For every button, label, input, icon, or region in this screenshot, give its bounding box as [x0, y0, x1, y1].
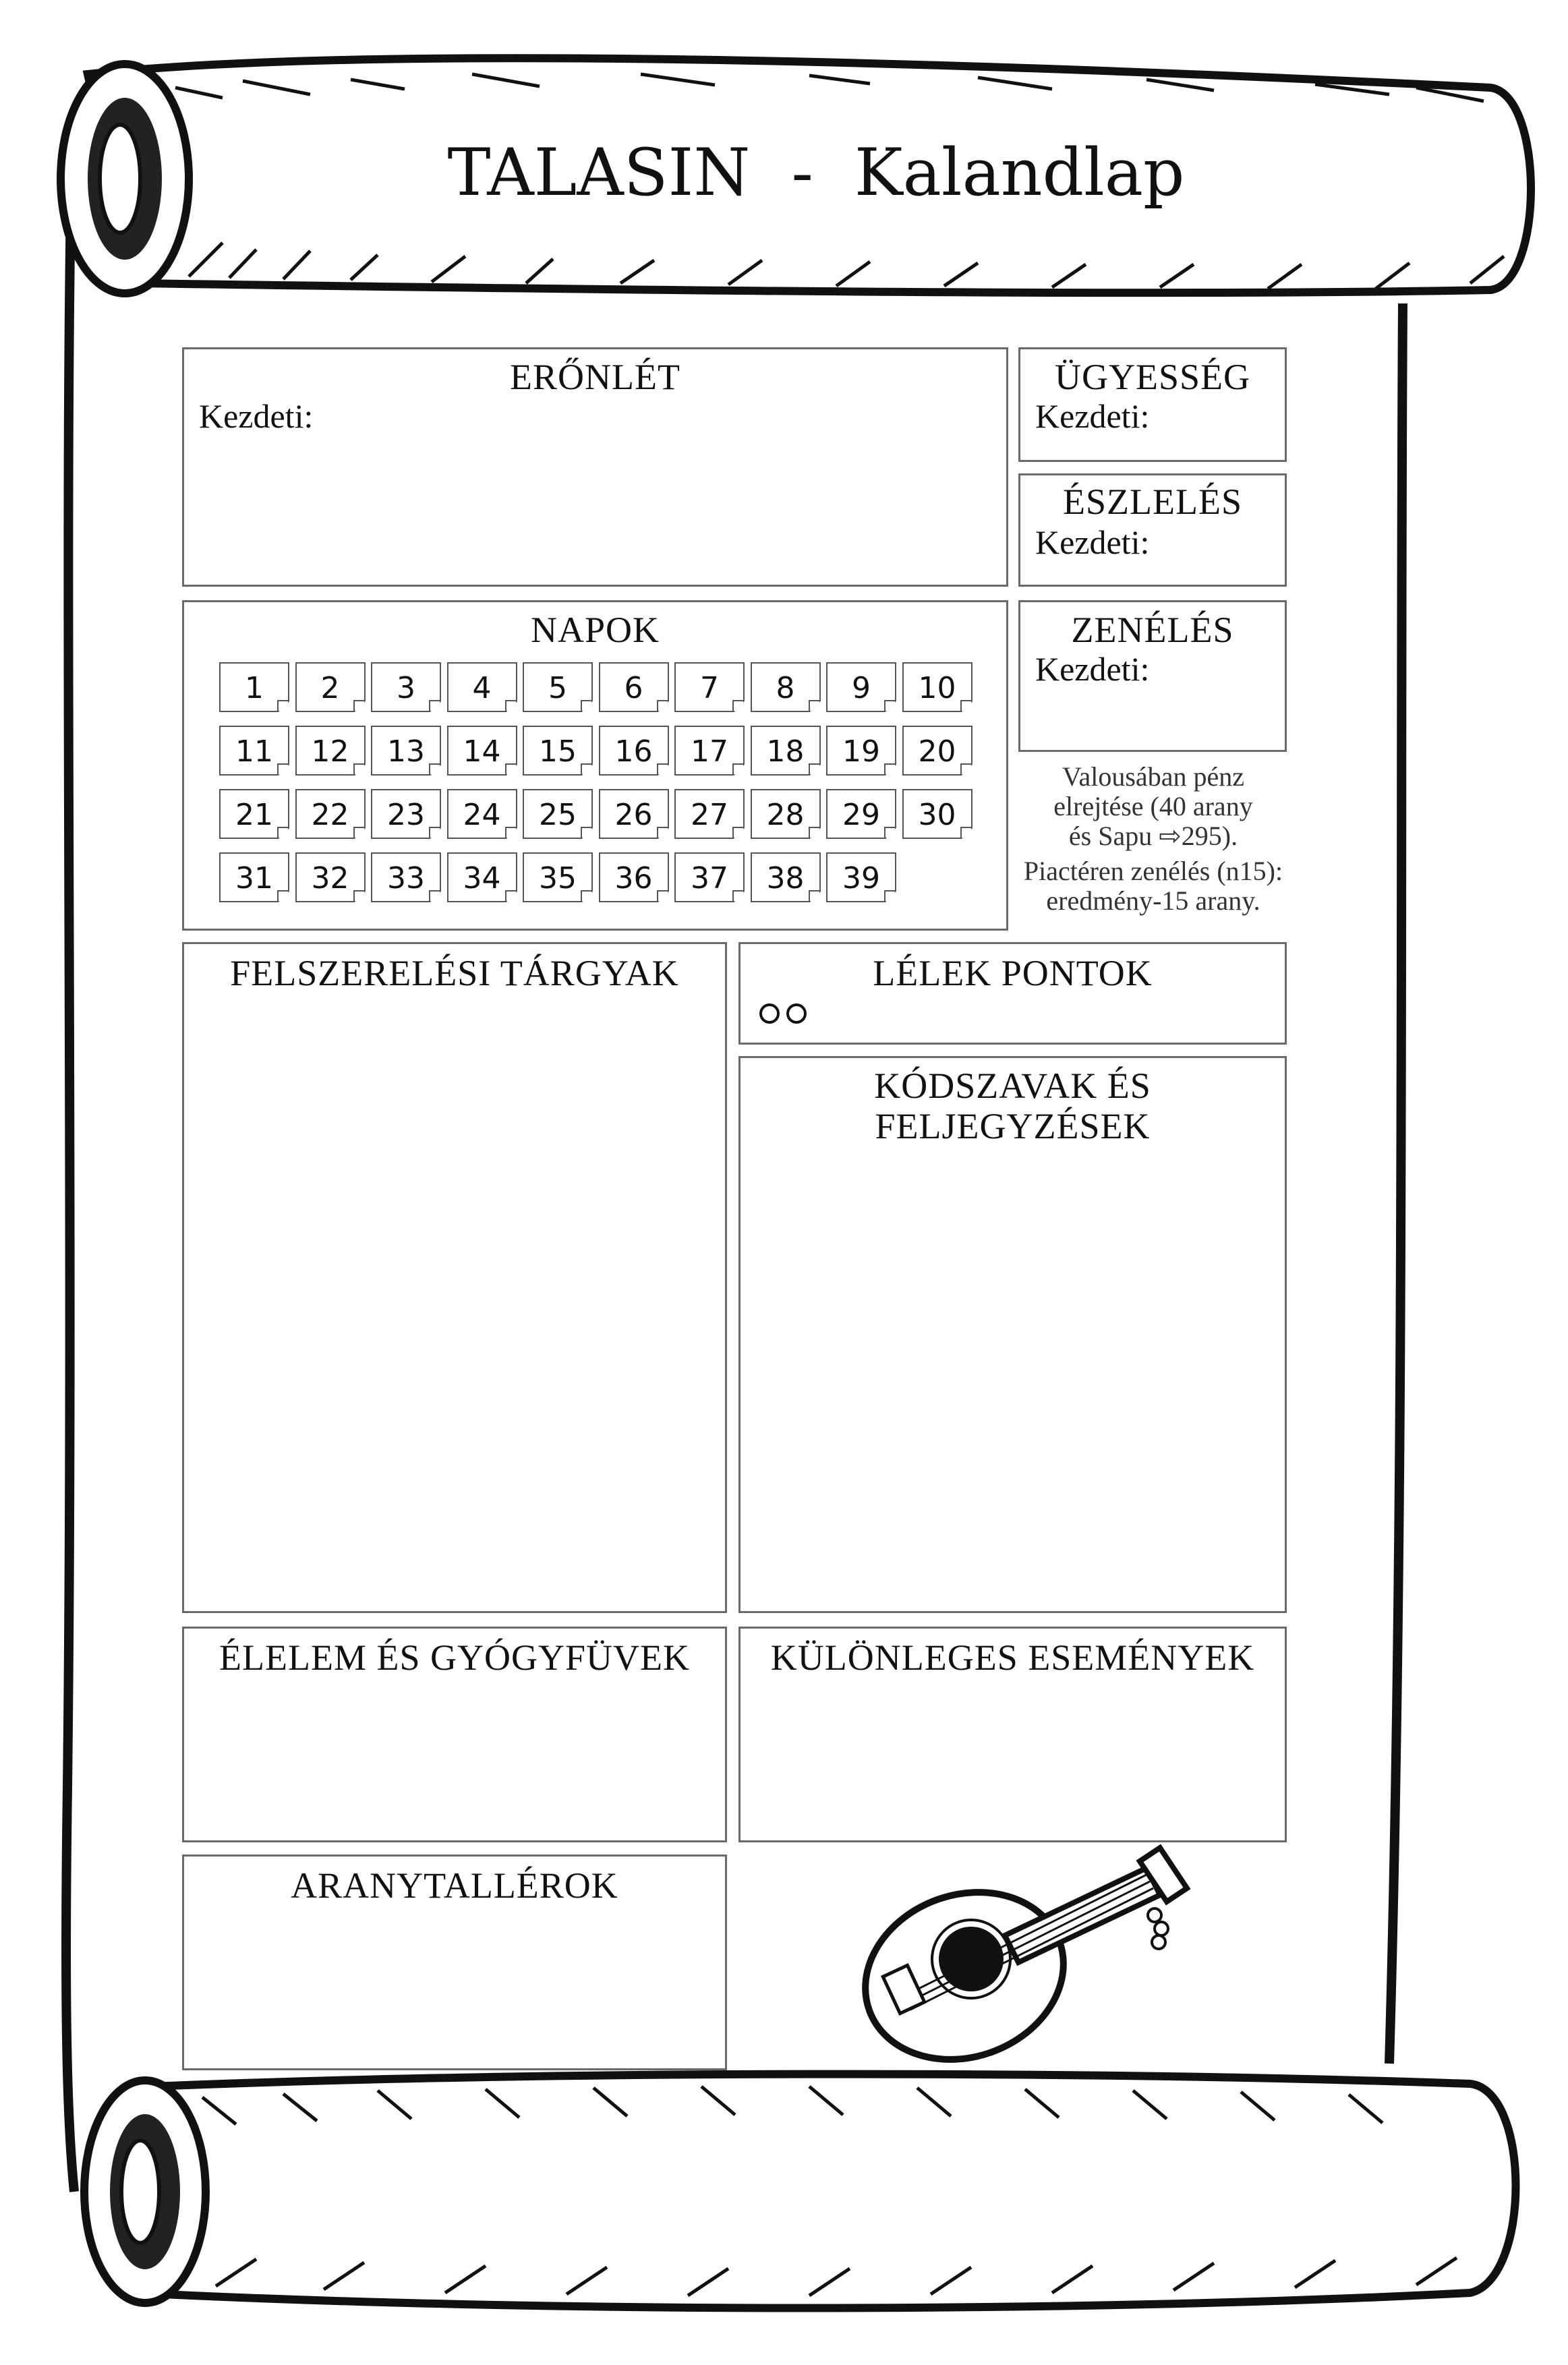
day-box-28[interactable]: 28: [751, 789, 821, 839]
day-box-22[interactable]: 22: [295, 789, 366, 839]
day-box-26[interactable]: 26: [599, 789, 669, 839]
day-box-7[interactable]: 7: [674, 662, 745, 712]
elelem-box[interactable]: [182, 1627, 727, 1842]
note-text: [1005, 762, 1302, 916]
day-box-30[interactable]: 30: [902, 789, 972, 839]
day-box-36[interactable]: 36: [599, 852, 669, 902]
napok-label: NAPOK: [530, 610, 660, 650]
kulonleges-box[interactable]: [738, 1627, 1287, 1842]
day-box-10[interactable]: 10: [902, 662, 972, 712]
day-box-6[interactable]: 6: [599, 662, 669, 712]
ugyesseg-label: ÜGYESSÉG: [1054, 357, 1251, 397]
note-line-1: Valousában pénz: [1062, 761, 1244, 792]
aranytallerok-label: ARANYTALLÉROK: [291, 1865, 618, 1906]
lelek-box[interactable]: [738, 942, 1287, 1045]
day-box-13[interactable]: 13: [371, 726, 441, 776]
day-box-35[interactable]: 35: [523, 852, 593, 902]
lelek-label: LÉLEK PONTOK: [873, 953, 1153, 993]
day-box-32[interactable]: 32: [295, 852, 366, 902]
day-box-11[interactable]: 11: [219, 726, 289, 776]
day-box-15[interactable]: 15: [523, 726, 593, 776]
kodszavak-box[interactable]: [738, 1056, 1287, 1613]
day-box-4[interactable]: 4: [447, 662, 517, 712]
day-box-2[interactable]: 2: [295, 662, 366, 712]
note-line-5: eredmény-15 arany.: [1046, 885, 1260, 916]
eronlet-label: ERŐNLÉT: [510, 357, 680, 397]
day-box-34[interactable]: 34: [447, 852, 517, 902]
day-box-16[interactable]: 16: [599, 726, 669, 776]
ugyesseg-initial-label: Kezdeti:: [1035, 397, 1150, 435]
day-box-17[interactable]: 17: [674, 726, 745, 776]
note-line-4: Piactéren zenélés (n15):: [1023, 856, 1283, 886]
day-box-31[interactable]: 31: [219, 852, 289, 902]
day-box-29[interactable]: 29: [826, 789, 896, 839]
kulonleges-label: KÜLÖNLEGES ESEMÉNYEK: [770, 1637, 1255, 1678]
zeneles-initial-label: Kezdeti:: [1035, 650, 1150, 688]
kodszavak-label-1: KÓDSZAVAK ÉS: [874, 1065, 1151, 1106]
day-box-21[interactable]: 21: [219, 789, 289, 839]
day-box-38[interactable]: 38: [751, 852, 821, 902]
eronlet-box[interactable]: [182, 347, 1008, 587]
eszleles-initial-label: Kezdeti:: [1035, 523, 1150, 561]
zeneles-box[interactable]: [1018, 600, 1287, 752]
lelek-point-2[interactable]: [786, 1003, 807, 1024]
aranytallerok-box[interactable]: [182, 1855, 727, 2070]
day-box-25[interactable]: 25: [523, 789, 593, 839]
felszerelesi-label: FELSZERELÉSI TÁRGYAK: [230, 953, 679, 993]
ugyesseg-box[interactable]: [1018, 347, 1287, 462]
day-box-3[interactable]: 3: [371, 662, 441, 712]
elelem-label: ÉLELEM ÉS GYÓGYFÜVEK: [219, 1637, 690, 1678]
day-box-8[interactable]: 8: [751, 662, 821, 712]
day-box-27[interactable]: 27: [674, 789, 745, 839]
kodszavak-label-2: FELJEGYZÉSEK: [875, 1106, 1151, 1146]
day-box-37[interactable]: 37: [674, 852, 745, 902]
eronlet-initial-label: Kezdeti:: [199, 397, 314, 435]
zeneles-label: ZENÉLÉS: [1071, 610, 1234, 650]
eszleles-label: ÉSZLELÉS: [1063, 481, 1242, 522]
felszerelesi-box[interactable]: [182, 942, 727, 1613]
day-box-14[interactable]: 14: [447, 726, 517, 776]
note-line-2: elrejtése (40 arany: [1053, 791, 1253, 821]
day-box-24[interactable]: 24: [447, 789, 517, 839]
day-box-39[interactable]: 39: [826, 852, 896, 902]
day-box-23[interactable]: 23: [371, 789, 441, 839]
day-box-20[interactable]: 20: [902, 726, 972, 776]
page-title: TALASIN - Kalandlap: [447, 135, 1185, 210]
day-box-18[interactable]: 18: [751, 726, 821, 776]
lelek-point-1[interactable]: [759, 1003, 780, 1024]
note-line-3: és Sapu ⇨295).: [1068, 821, 1238, 851]
day-box-5[interactable]: 5: [523, 662, 593, 712]
lute-icon: [842, 1848, 1187, 2086]
day-box-9[interactable]: 9: [826, 662, 896, 712]
day-box-33[interactable]: 33: [371, 852, 441, 902]
eszleles-box[interactable]: [1018, 473, 1287, 587]
day-box-12[interactable]: 12: [295, 726, 366, 776]
day-box-1[interactable]: 1: [219, 662, 289, 712]
day-box-19[interactable]: 19: [826, 726, 896, 776]
